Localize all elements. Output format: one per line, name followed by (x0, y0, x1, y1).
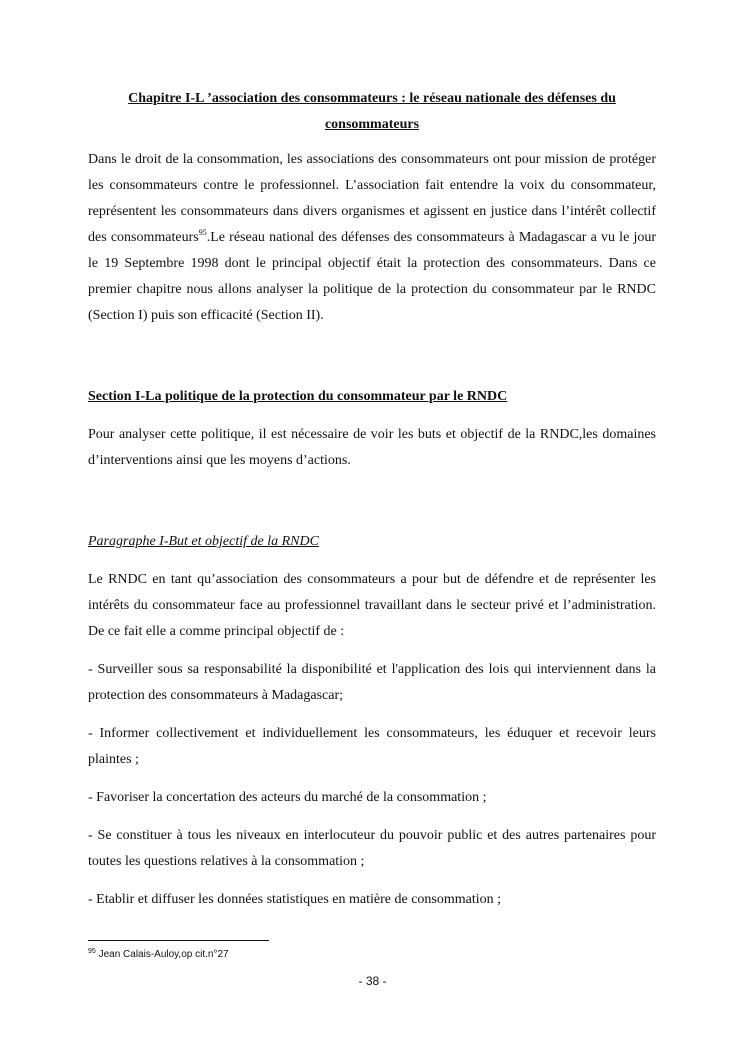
list-item: - Informer collectivement et individuellement les consommateurs, les éduquer et recevoir leurs plaintes ; (88, 726, 656, 767)
list-item: - Favoriser la concertation des acteurs du marché de la consommation ; (88, 790, 487, 805)
list-item: - Se constituer à tous les niveaux en interlocuteur du pouvoir public et des autres partenaires pour toutes les questions relatives à la consommation ; (88, 828, 656, 869)
paragraph-text: Le RNDC en tant qu’association des consommateurs a pour but de défendre et de représenter les intérêts du consommateur face au professionnel travaillant dans le secteur privé et l’administration. De ce fait elle a comme principal objectif de : (88, 572, 656, 639)
footnote-number: 95 (88, 948, 96, 955)
footnote-reference[interactable]: 95 (198, 228, 207, 237)
intro-text-a: Dans le droit de la consommation, les associations des consommateurs ont pour mission de protéger les consommateurs contre le professionnel. L’association fait entendre la voix du consommateur, représentent les consommateurs dans divers organismes et agissent en justice dans l’intérêt collectif des consommateurs (88, 152, 656, 245)
intro-text-b: .Le réseau national des défenses des consommateurs à Madagascar a vu le jour le 19 Septembre 1998 dont le principal objectif était la protection des consommateurs. Dans ce premier chapitre nous allons analyser la politique de la protection du consommateur par le RNDC (Section I) puis son efficacité (Section II). (88, 230, 657, 323)
paragraph-title: Paragraphe I-But et objectif de la RNDC (88, 534, 319, 549)
section-intro-paragraph: Pour analyser cette politique, il est nécessaire de voir les buts et objectif de la RNDC,les domaines d’interventions ainsi que les moyens d’actions. (88, 427, 656, 468)
intro-paragraph (88, 147, 656, 329)
chapter-title: Chapitre I-L ’association des consommateurs : le réseau nationale des défenses du consommateurs (128, 91, 616, 132)
list-item: - Surveiller sous sa responsabilité la disponibilité et l'application des lois qui interviennent dans la protection des consommateurs à Madagascar; (88, 662, 656, 703)
footnote (88, 949, 229, 960)
page-body (88, 86, 656, 925)
list-item: - Etablir et diffuser les données statistiques en matière de consommation ; (88, 892, 502, 907)
footnote-divider (88, 940, 269, 941)
section-title: Section I-La politique de la protection du consommateur par le RNDC (88, 389, 508, 404)
footnote-text: Jean Calais-Auloy,op cit.n°27 (95, 949, 229, 960)
page-number: - 38 - (358, 974, 387, 988)
